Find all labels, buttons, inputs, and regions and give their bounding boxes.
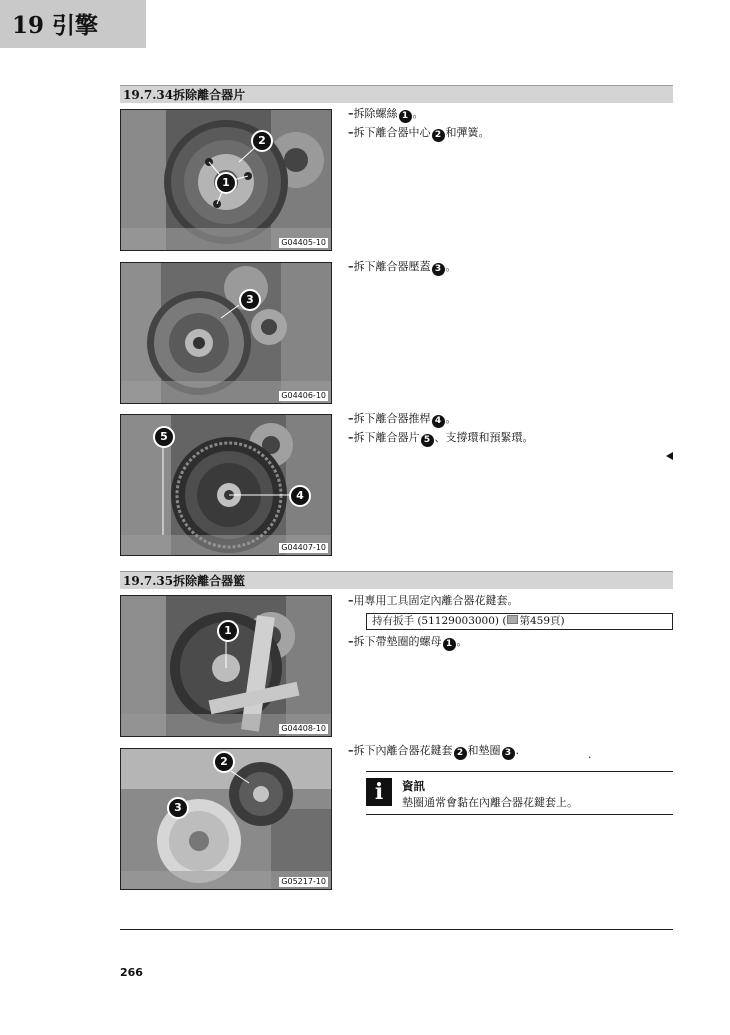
inline-callout-3: 3: [432, 263, 445, 276]
photo-pressure-cap: [120, 262, 332, 404]
footer-rule: [120, 929, 673, 930]
section-header-clutch-basket: 19.7.35拆除離合器籃: [120, 571, 673, 589]
photo-code: G05217-10: [281, 877, 326, 886]
book-icon: [507, 615, 518, 624]
inline-callout-5: 5: [421, 434, 434, 447]
photo-special-tool-image: [121, 596, 331, 736]
photo-inner-sleeve: [120, 748, 332, 890]
section-header-clutch-plates: 19.7.34拆除離合器片: [120, 85, 673, 103]
step-remove-clutch-plates: –拆下離合器片 5 、支撐環和預緊環。: [348, 431, 534, 445]
inline-callout-2: 2: [454, 747, 467, 760]
photo-code: G04406-10: [281, 391, 326, 400]
inline-callout-1: 1: [443, 638, 456, 651]
photo-code: G04407-10: [281, 543, 326, 552]
step-remove-pressure-cap: –拆下離合器壓蓋 3 。: [348, 260, 457, 274]
step-hold-spline-sleeve: –用專用工具固定內離合器花鍵套。: [348, 594, 519, 607]
photo-special-tool: [120, 595, 332, 737]
info-title: 資訊: [402, 779, 425, 793]
inline-callout-1: 1: [399, 110, 412, 123]
callout-5: 5: [153, 426, 175, 448]
step-remove-screws: –拆除螺絲 1 。: [348, 107, 424, 121]
tool-reference: 持有扳手 (51129003000) ( 第459頁): [366, 613, 673, 630]
callout-1: 1: [217, 620, 239, 642]
callout-2: 2: [251, 130, 273, 152]
photo-code: G04408-10: [281, 724, 326, 733]
callout-3: 3: [167, 797, 189, 819]
inline-callout-3: 3: [502, 747, 515, 760]
callout-1: 1: [215, 172, 237, 194]
callout-3: 3: [239, 289, 261, 311]
inline-callout-4: 4: [432, 415, 445, 428]
inline-callout-2: 2: [432, 129, 445, 142]
photo-clutch-pushrod: [120, 414, 332, 556]
continuation-arrow: [666, 452, 673, 460]
photo-code: G04405-10: [281, 238, 326, 247]
callout-2: 2: [213, 751, 235, 773]
callout-4: 4: [289, 485, 311, 507]
step-remove-nut: –拆下帶墊圈的螺母 1 。: [348, 635, 468, 649]
page-number: 266: [120, 966, 143, 979]
step-remove-inner-sleeve: –拆下內離合器花鍵套 2 和墊圈 3 .: [348, 744, 519, 758]
step-remove-clutch-center: –拆下離合器中心 2 和彈簧。: [348, 126, 490, 140]
info-rule-top: [366, 771, 673, 772]
photo-pressure-cap-image: [121, 263, 331, 403]
photo-clutch-center: [120, 109, 332, 251]
chapter-title: 19 引擎: [0, 0, 146, 48]
info-icon: i: [366, 778, 392, 806]
step-remove-pushrod: –拆下離合器推桿 4 。: [348, 412, 457, 426]
info-rule-bottom: [366, 814, 673, 815]
stray-mark: .: [588, 748, 592, 761]
info-text: 墊圈通常會黏在內離合器花鍵套上。: [402, 796, 578, 809]
